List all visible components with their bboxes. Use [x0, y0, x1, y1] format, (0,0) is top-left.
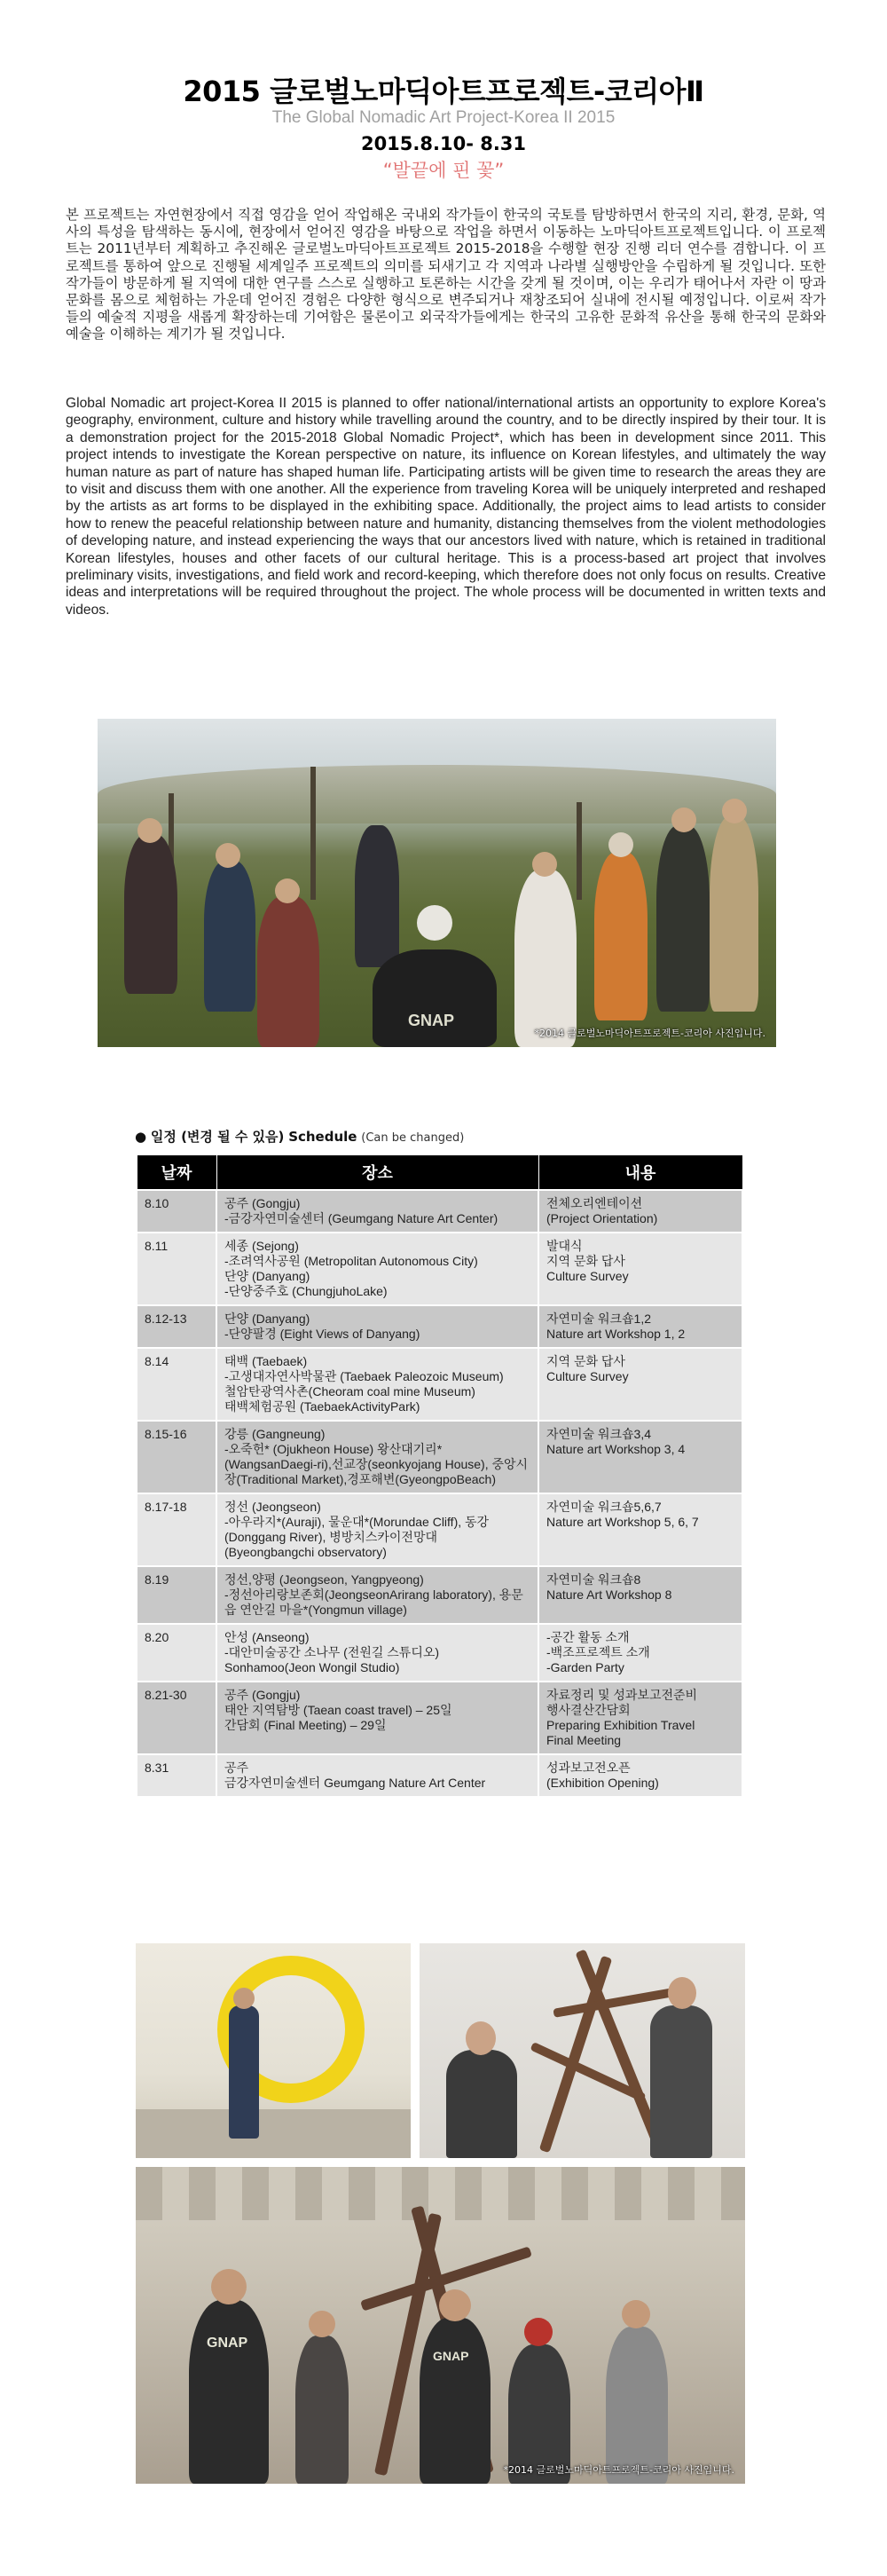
photo-tree — [577, 802, 582, 900]
schedule-header-row — [137, 1155, 742, 1191]
gallery-group-photo — [136, 2167, 745, 2484]
photo-head — [466, 2021, 496, 2055]
project-dates: 2015.8.10- 8.31 — [360, 133, 527, 154]
photo-person — [355, 825, 399, 967]
photo-person — [189, 2300, 269, 2484]
photo-caption: *2014 글로벌노마딕아트프로젝트-코리아 사진입니다. — [503, 2464, 734, 2476]
photo-head — [216, 843, 240, 868]
schedule-row — [137, 1566, 742, 1624]
schedule-date: 8.15-16 — [137, 1421, 216, 1493]
schedule-row — [137, 1233, 742, 1305]
schedule-date: 8.31 — [137, 1754, 216, 1797]
schedule-content: 자연미술 워크숍3,4 Nature art Workshop 3, 4 — [538, 1421, 742, 1493]
schedule-place: 단양 (Danyang) -단양팔경 (Eight Views of Danyang) — [216, 1305, 538, 1348]
schedule-content: -공간 활동 소개 -백조프로젝트 소개 -Garden Party — [538, 1624, 742, 1682]
page-title: 2015 글로벌노마딕아트프로젝트-코리아Ⅱ — [183, 75, 704, 108]
bullet-icon: ● — [135, 1129, 147, 1145]
photo-person — [295, 2336, 349, 2484]
schedule-row — [137, 1493, 742, 1566]
photo-person — [656, 825, 710, 1012]
gnap-shirt-label: GNAP — [408, 1012, 455, 1029]
schedule-place: 안성 (Anseong) -대안미술공간 소나무 (전원길 스튜디오) Sonhamoo(Jeon Wongil Studio) — [216, 1624, 538, 1682]
page-subtitle: The Global Nomadic Art Project-Korea II 2015 — [271, 108, 616, 127]
schedule-date: 8.12-13 — [137, 1305, 216, 1348]
schedule-row — [137, 1305, 742, 1348]
intro-english: Global Nomadic art project-Korea II 2015 is planned to offer national/international artists an opportunity to explore Korea's geography, environment, culture and history while travelling around the country, and to be directly inspired by their tour. It is a demonstration project for the 2015-2018 Global Nomadic Project*, which has been in development since 2011. This project intends to investigate the Korean perspective on nature, its influence on Korean lifestyles, and ultimately the way human nature as part of nature has shaped human life. Participating artists will be given time to research the areas they are to visit and discuss them with one another. All the experience from traveling Korea will be uniquely interpreted and reshaped by the artists as art forms to be displayed in the exhibiting space. Additionally, the project aims to lead artists to consider how to renew the peaceful relationship between nature and humanity, distancing themselves from the violent methodologies of developing nature, and instead experiencing the ways that our ancestors lived with nature, which is retained in traditional Korean lifestyles, houses and other facets of our cultural heritage. This is a process-based art project that involves preliminary visits, investigations, and field work and record-keeping, which therefore does not only focus on results. Creative ideas and interpretations will be required throughout the project. The whole process will be documented in written texts and videos. — [66, 396, 826, 618]
photo-person — [257, 896, 319, 1047]
schedule-table — [136, 1154, 743, 1798]
schedule-heading-note: (Can be changed) — [361, 1131, 465, 1145]
photo-head — [309, 2311, 335, 2337]
photo-head — [275, 878, 300, 903]
photo-person — [650, 2005, 712, 2158]
photo-person — [124, 834, 177, 994]
schedule-content: 성과보고전오픈 (Exhibition Opening) — [538, 1754, 742, 1797]
schedule-place: 공주 (Gongju) -금강자연미술센터 (Geumgang Nature Art Center) — [216, 1190, 538, 1233]
gnap-shirt-label: GNAP — [433, 2349, 469, 2363]
photo-person — [373, 949, 497, 1047]
photo-head — [439, 2289, 471, 2321]
photo-stairs — [136, 2167, 745, 2220]
schedule-date: 8.10 — [137, 1190, 216, 1233]
photo-person — [606, 2327, 668, 2484]
schedule-date: 8.20 — [137, 1624, 216, 1682]
schedule-heading-en: Schedule — [288, 1129, 357, 1145]
schedule-heading-ko: 일정 (변경 될 수 있음) — [150, 1129, 285, 1145]
schedule-content: 자료정리 및 성과보고전준비 행사결산간담회 Preparing Exhibition Travel Final Meeting — [538, 1682, 742, 1754]
photo-person — [446, 2050, 517, 2158]
photo-head — [722, 799, 747, 823]
photo-caption: *2014 글로벌노마딕아트프로젝트-코리아 사진입니다. — [534, 1028, 765, 1039]
schedule-row — [137, 1348, 742, 1421]
group-outdoor-photo — [98, 719, 776, 1047]
schedule-content: 자연미술 워크숍1,2 Nature art Workshop 1, 2 — [538, 1305, 742, 1348]
photo-head — [671, 807, 696, 832]
schedule-row — [137, 1421, 742, 1493]
project-tagline: “발끝에 핀 꽃” — [382, 160, 505, 181]
column-header-content: 내용 — [538, 1155, 742, 1191]
photo-head — [668, 1977, 696, 2009]
photo-person — [420, 2318, 491, 2484]
schedule-date: 8.11 — [137, 1233, 216, 1305]
photo-person — [229, 2005, 259, 2139]
photo-tree — [310, 767, 316, 900]
photo-person — [594, 852, 648, 1020]
schedule-date: 8.17-18 — [137, 1493, 216, 1566]
photo-person — [204, 861, 255, 1012]
photo-head — [233, 1988, 255, 2009]
gnap-shirt-label: GNAP — [207, 2336, 248, 2351]
schedule-place: 세종 (Sejong) -조려역사공원 (Metropolitan Autonomous City) 단양 (Danyang) -단양중주호 (ChungjuhoLake) — [216, 1233, 538, 1305]
photo-person — [710, 816, 758, 1012]
photo-head — [417, 905, 452, 941]
photo-person — [514, 870, 577, 1047]
schedule-date: 8.19 — [137, 1566, 216, 1624]
photo-head — [524, 2318, 553, 2346]
schedule-content: 자연미술 워크숍5,6,7 Nature art Workshop 5, 6, 7 — [538, 1493, 742, 1566]
schedule-place: 태백 (Taebaek) -고생대자연사박물관 (Taebaek Paleozoic Museum) 철암탄광역사촌(Cheoram coal mine Museum) 태백체험공원 (TaebaekActivityPark) — [216, 1348, 538, 1421]
schedule-content: 자연미술 워크숍8 Nature Art Workshop 8 — [538, 1566, 742, 1624]
schedule-row — [137, 1624, 742, 1682]
photo-head — [137, 818, 162, 843]
branch-sculpture-photo — [420, 1943, 745, 2158]
yellow-circle-painting-photo — [136, 1943, 411, 2158]
schedule-heading — [135, 1127, 464, 1146]
photo-head — [532, 852, 557, 877]
schedule-place: 공주 (Gongju) 태안 지역탐방 (Taean coast travel) – 25일 간담회 (Final Meeting) – 29일 — [216, 1682, 538, 1754]
schedule-place: 정선 (Jeongseon) -아우라지*(Auraji), 물운대*(Morundae Cliff), 동강 (Donggang River), 병방치스카이전망대 (Byeongbangchi observatory) — [216, 1493, 538, 1566]
schedule-row — [137, 1682, 742, 1754]
schedule-place: 정선,양평 (Jeongseon, Yangpyeong) -정선아리랑보존회(JeongseonArirang laboratory), 용문읍 연안길 마을*(Yongmun village) — [216, 1566, 538, 1624]
schedule-body — [137, 1190, 742, 1797]
column-header-date: 날짜 — [137, 1155, 216, 1191]
schedule-date: 8.21-30 — [137, 1682, 216, 1754]
photo-head — [211, 2269, 247, 2304]
schedule-content: 전체오리엔테이션 (Project Orientation) — [538, 1190, 742, 1233]
schedule-content: 지역 문화 답사 Culture Survey — [538, 1348, 742, 1421]
schedule-row — [137, 1754, 742, 1797]
intro-korean: 본 프로젝트는 자연현장에서 직접 영감을 얻어 작업해온 국내외 작가들이 한국의 국토를 탐방하면서 한국의 지리, 환경, 문화, 역사의 특성을 탐색하는 동시에, 현장에서 얻어진 영감을 바탕으로 작업을 하면서 이동하는 노마딕아트프로젝트입니다. 이 프로젝트는 2011년부터 계획하고 추진해온 글로벌노마딕아트프로젝트 2015-2018을 수행할 현장 진행 리더 연수를 겸합니다. 이 프로젝트를 통하여 앞으로 진행될 세계일주 프로젝트의 의미를 되새기고 각 지역과 나라별 실행방안을 수립하게 될 것입니다. 또한 작가들이 방문하게 될 지역에 대한 연구를 스스로 실행하고 토론하는 시간을 갖게 될 것이며, 이는 우리가 태어나서 자란 이 땅과 문화를 몸으로 체험하는 가운데 얻어진 경험은 다양한 형식으로 변주되거나 재창조되어 실내에 전시될 예정입니다. 이로써 작가들의 예술적 지평을 새롭게 확장하는데 기여함은 물론이고 외국작가들에게는 한국의 고유한 문화적 유산을 통해 한국의 문화와 예술을 이해하는 계기가 될 것입니다. — [66, 207, 827, 343]
column-header-place: 장소 — [216, 1155, 538, 1191]
photo-table — [136, 2109, 411, 2158]
schedule-content: 발대식 지역 문화 답사 Culture Survey — [538, 1233, 742, 1305]
schedule-place: 공주 금강자연미술센터 Geumgang Nature Art Center — [216, 1754, 538, 1797]
photo-head — [608, 832, 633, 857]
schedule-place: 강릉 (Gangneung) -오죽헌* (Ojukheon House) 왕산대기리* (WangsanDaegi-ri),선교장(seonkyojang House), 중앙시장(Traditional Market),경포해변(GyeongpoBeach) — [216, 1421, 538, 1493]
schedule-row — [137, 1190, 742, 1233]
photo-head — [622, 2300, 650, 2328]
schedule-date: 8.14 — [137, 1348, 216, 1421]
